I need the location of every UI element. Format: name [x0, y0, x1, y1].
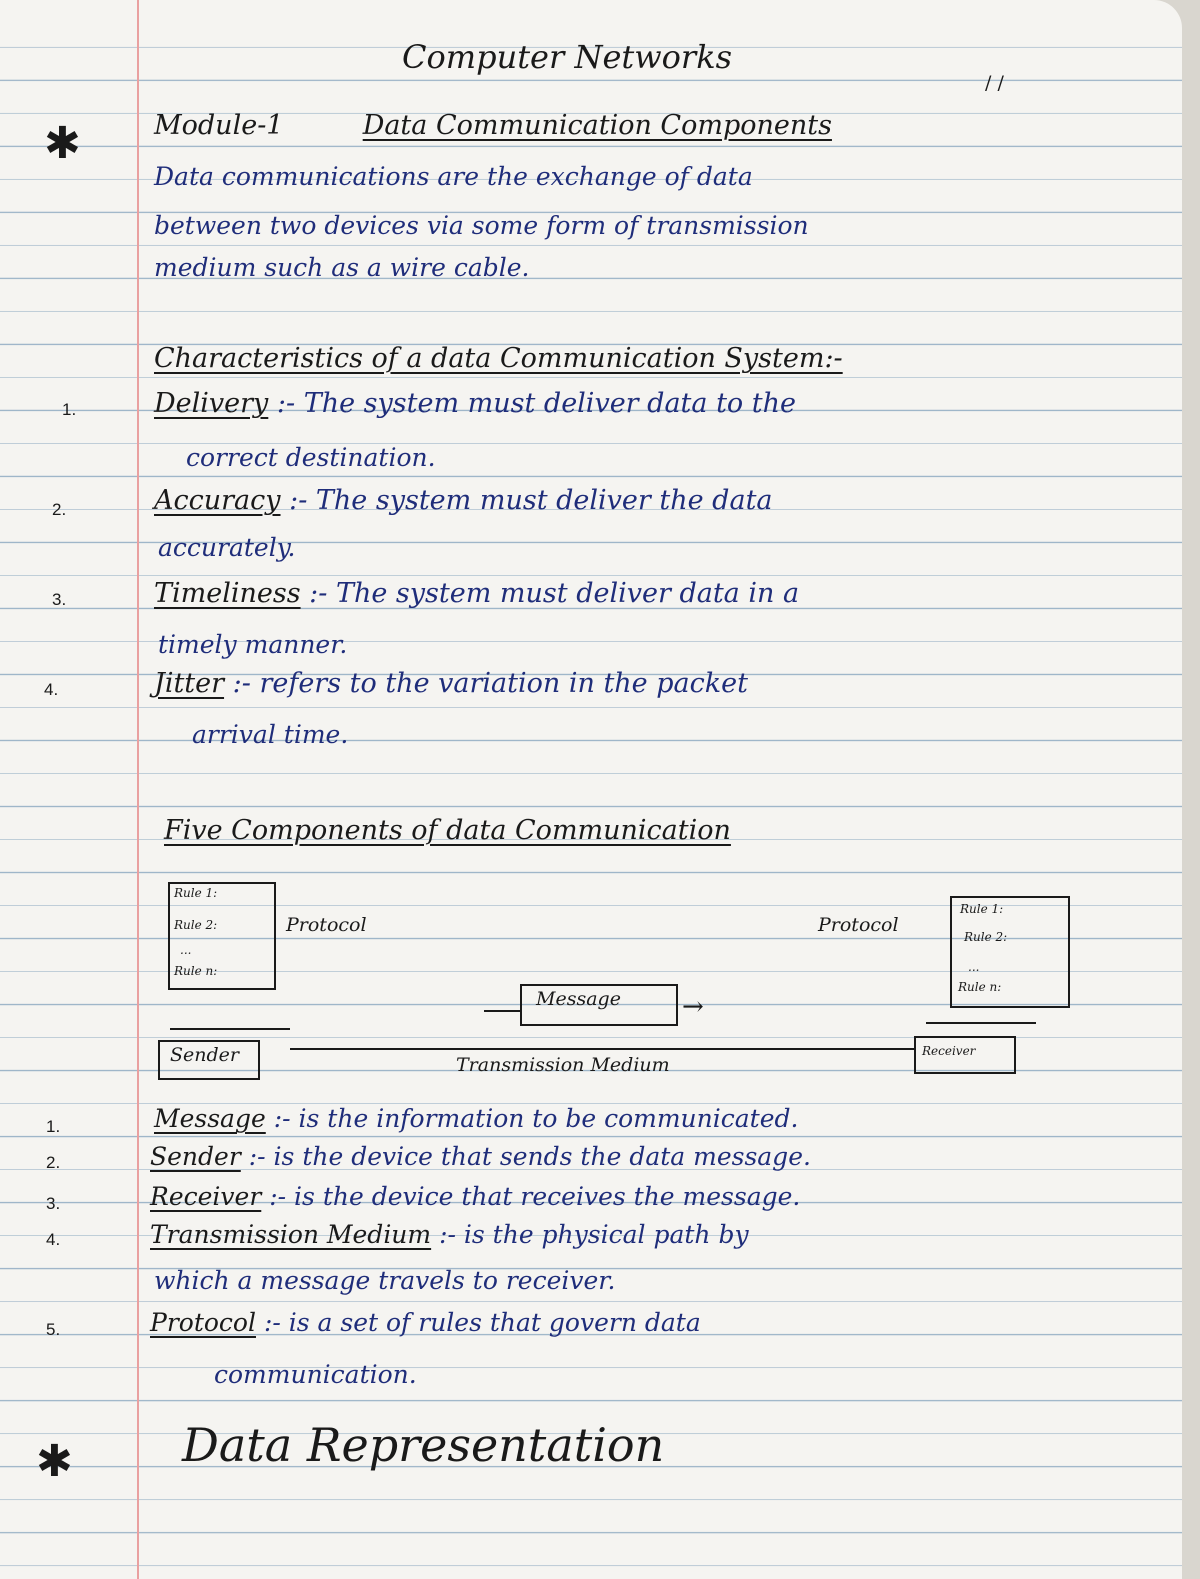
term-receiver: Receiver: [150, 1182, 262, 1211]
list-number: 1.: [46, 1117, 61, 1136]
component-medium: [150, 1220, 749, 1249]
term-timeliness: Timeliness: [154, 578, 301, 609]
term-jitter: Jitter: [154, 668, 225, 699]
protocol-label-right: Protocol: [818, 914, 899, 936]
list-item-jitter: [154, 668, 748, 699]
date-field: / /: [985, 72, 1004, 94]
rule-label: Rule 1:: [174, 886, 218, 900]
list-item-accuracy: [154, 485, 773, 516]
rule-label: ...: [968, 960, 980, 974]
transmission-medium-label: Transmission Medium: [456, 1054, 670, 1076]
list-item-timeliness-cont: timely manner.: [158, 630, 348, 659]
module-topic: Data Communication Components: [362, 110, 832, 141]
list-item-accuracy-cont: accurately.: [158, 533, 296, 562]
characteristics-heading: Characteristics of a data Communication System:-: [154, 343, 843, 374]
list-number: 4.: [44, 680, 59, 699]
star-icon: ✱: [36, 1436, 73, 1487]
protocol-label-left: Protocol: [286, 914, 367, 936]
rule-label: Rule 2:: [964, 930, 1008, 944]
transmission-medium-line: [290, 1048, 914, 1050]
message-line: [484, 1010, 520, 1012]
list-number: 4.: [46, 1230, 61, 1249]
definition-line-1: Data communications are the exchange of data: [154, 162, 753, 191]
rule-label: Rule 1:: [960, 902, 1004, 916]
desc-medium: :- is the physical path by: [439, 1220, 749, 1249]
desc-message: :- is the information to be communicated.: [273, 1104, 799, 1133]
rule-label: Rule n:: [174, 964, 218, 978]
list-item-timeliness: [154, 578, 799, 609]
page-title: Computer Networks: [402, 38, 733, 76]
term-sender: Sender: [150, 1142, 241, 1171]
receiver-label: Receiver: [922, 1044, 976, 1058]
component-medium-cont: which a message travels to receiver.: [154, 1266, 616, 1295]
desc-sender: :- is the device that sends the data message.: [248, 1142, 811, 1171]
list-item-delivery: [154, 388, 796, 419]
term-protocol: Protocol: [150, 1308, 256, 1337]
desc-timeliness: :- The system must deliver data in a: [309, 578, 800, 609]
receiver-device-top: [926, 1022, 1036, 1024]
component-sender: [150, 1142, 811, 1171]
data-representation-heading: Data Representation: [182, 1418, 665, 1472]
list-item-delivery-cont: correct destination.: [186, 443, 436, 472]
list-number: 1.: [62, 400, 77, 419]
list-item-jitter-cont: arrival time.: [192, 720, 349, 749]
list-number: 3.: [46, 1194, 61, 1213]
list-number: 3.: [52, 590, 67, 609]
rule-label: Rule n:: [958, 980, 1002, 994]
desc-receiver: :- is the device that receives the message.: [269, 1182, 801, 1211]
desc-delivery: :- The system must deliver data to the: [276, 388, 796, 419]
star-icon: ✱: [44, 118, 81, 169]
list-number: 5.: [46, 1320, 61, 1339]
term-message: Message: [154, 1104, 266, 1133]
arrow-right-icon: →: [682, 992, 704, 1022]
message-label: Message: [536, 988, 621, 1010]
module-label: Module-1: [154, 110, 284, 141]
component-message: [154, 1104, 798, 1133]
module-heading: [154, 110, 832, 141]
component-protocol-cont: communication.: [214, 1360, 417, 1389]
components-heading: Five Components of data Communication: [164, 815, 731, 846]
list-number: 2.: [46, 1153, 61, 1172]
definition-line-2: between two devices via some form of transmission: [154, 211, 809, 240]
rule-label: Rule 2:: [174, 918, 218, 932]
definition-line-3: medium such as a wire cable.: [154, 253, 530, 282]
term-medium: Transmission Medium: [150, 1220, 432, 1249]
component-receiver: [150, 1182, 800, 1211]
sender-device-top: [170, 1028, 290, 1030]
desc-accuracy: :- The system must deliver the data: [289, 485, 773, 516]
component-protocol: [150, 1308, 701, 1337]
term-accuracy: Accuracy: [154, 485, 281, 516]
list-number: 2.: [52, 500, 67, 519]
rule-label: ...: [180, 943, 192, 957]
desc-jitter: :- refers to the variation in the packet: [232, 668, 748, 699]
term-delivery: Delivery: [154, 388, 269, 419]
desc-protocol: :- is a set of rules that govern data: [263, 1308, 701, 1337]
sender-label: Sender: [170, 1044, 239, 1066]
